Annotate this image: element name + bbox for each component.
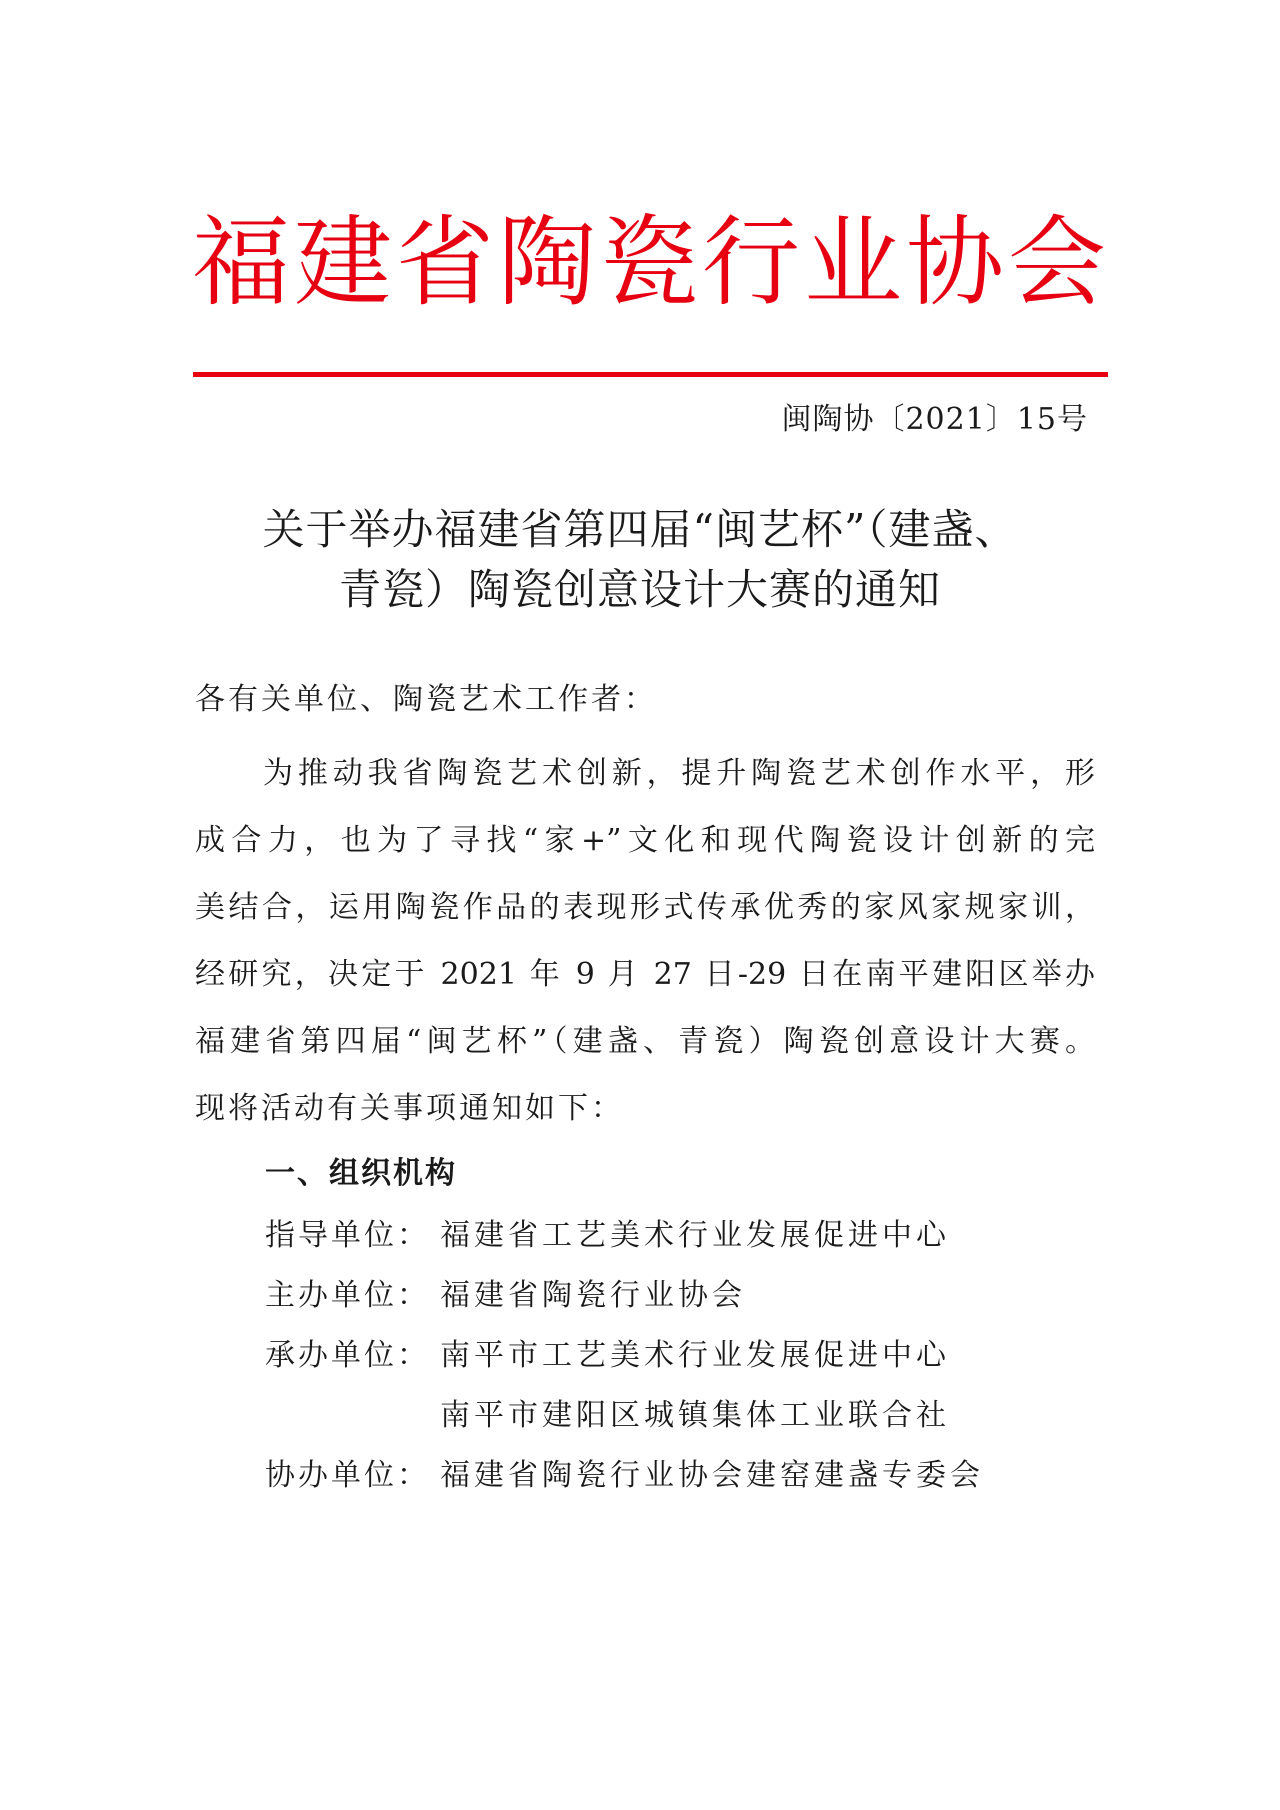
- organization-list: [265, 1206, 984, 1506]
- body-line: 美结合，运用陶瓷作品的表现形式传承优秀的家风家规家训，: [195, 890, 1095, 925]
- org-row-organizer: [265, 1326, 984, 1386]
- org-row-guide: [265, 1206, 984, 1266]
- org-role: 主办单位：: [265, 1278, 430, 1313]
- org-unit: 福建省陶瓷行业协会建窑建盏专委会: [440, 1458, 984, 1493]
- org-role: 承办单位：: [265, 1338, 430, 1373]
- body-line: 现将活动有关事项通知如下：: [195, 1091, 624, 1126]
- body-line: 福建省第四届“闽艺杯”（建盏、青瓷）陶瓷创意设计大赛。: [195, 1024, 1095, 1059]
- section-heading-organization: 一、组织机构: [265, 1156, 457, 1191]
- document-number: 闽陶协〔2021〕15号: [781, 402, 1088, 437]
- org-row-host: [265, 1266, 984, 1326]
- salutation: 各有关单位、陶瓷艺术工作者：: [195, 682, 657, 717]
- org-unit: 福建省陶瓷行业协会: [440, 1278, 746, 1313]
- title-line-2: 青瓷）陶瓷创意设计大赛的通知: [338, 565, 941, 614]
- body-paragraph: [195, 740, 1095, 1142]
- org-unit: 南平市工艺美术行业发展促进中心: [440, 1338, 950, 1373]
- document-title: [160, 500, 1120, 620]
- body-line: 为推动我省陶瓷艺术创新，提升陶瓷艺术创作水平，形: [263, 756, 1095, 791]
- title-line-1: 关于举办福建省第四届“闽艺杯”（建盏、: [262, 505, 1018, 554]
- org-row-organizer-2: [265, 1386, 984, 1446]
- body-line: 经研究，决定于 2021 年 9 月 27 日-29 日在南平建阳区举办: [195, 957, 1095, 992]
- org-unit: 南平市建阳区城镇集体工业联合社: [440, 1398, 950, 1433]
- org-row-co-organizer: [265, 1446, 984, 1506]
- org-role: 协办单位：: [265, 1458, 430, 1493]
- org-unit: 福建省工艺美术行业发展促进中心: [440, 1218, 950, 1253]
- org-role: 指导单位：: [265, 1218, 430, 1253]
- organization-header: 福建省陶瓷行业协会: [192, 206, 1111, 320]
- body-line: 成合力，也为了寻找“家+”文化和现代陶瓷设计创新的完: [195, 823, 1095, 858]
- org-role: [265, 1386, 440, 1446]
- red-divider: [193, 372, 1108, 377]
